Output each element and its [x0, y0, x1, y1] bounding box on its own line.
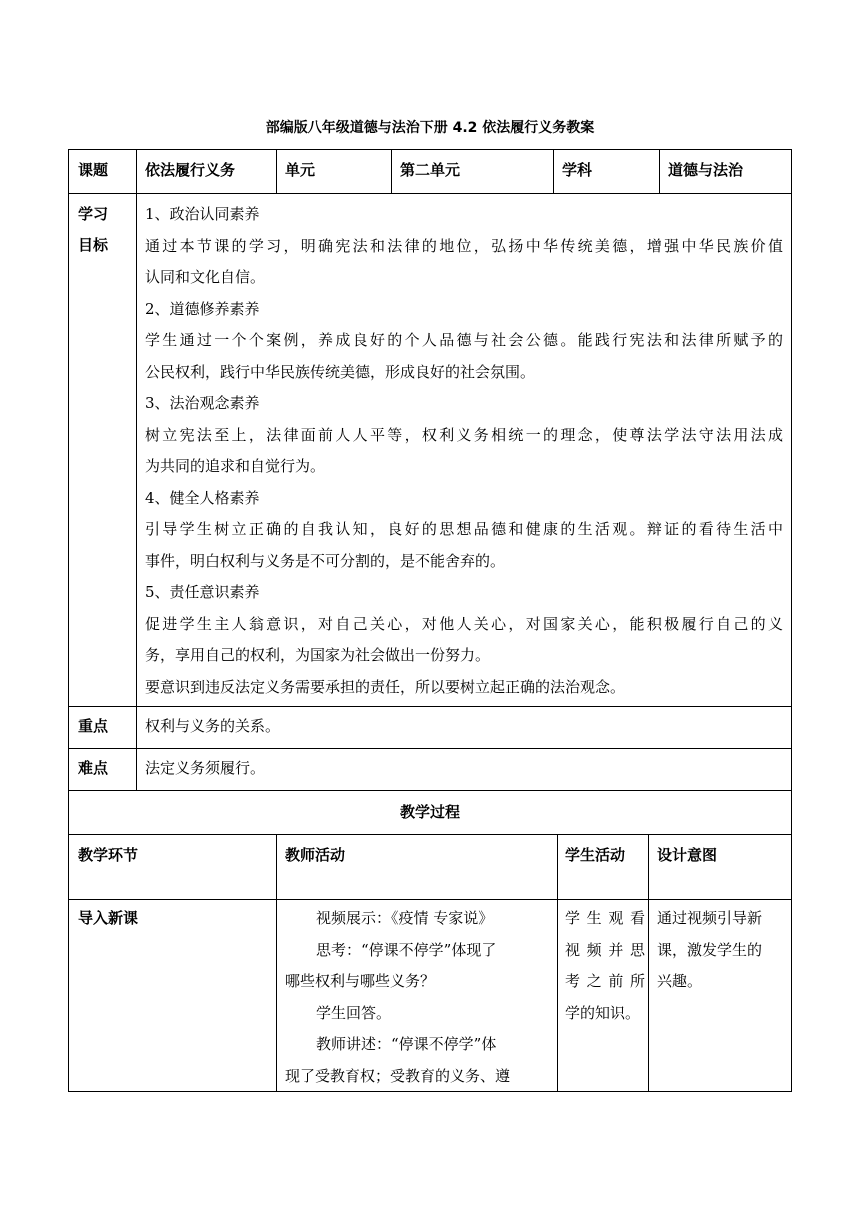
- table-rule: [136, 193, 137, 790]
- table-rule: [659, 149, 660, 193]
- design-intent-cell: [657, 903, 787, 998]
- key-point-value: 权利与义务的关系。: [145, 717, 281, 735]
- table-rule: [68, 790, 792, 791]
- topic-label: 课题: [78, 161, 109, 179]
- objectives-label: 目标: [78, 236, 109, 254]
- table-rule: [391, 149, 392, 193]
- objective-line: 为共同的追求和自觉行为。: [145, 457, 326, 475]
- table-rule: [553, 149, 554, 193]
- col-teacher-header: 教师活动: [285, 846, 346, 864]
- objective-line: 促进学生主人翁意识，对自己关心，对他人关心，对国家关心，能积极履行自己的义: [145, 614, 783, 633]
- objective-heading: 1、政治认同素养: [145, 205, 260, 223]
- stage-cell: 导入新课: [78, 909, 139, 927]
- subject-value: 道德与法治: [668, 161, 744, 179]
- design-intent-line: 课，激发学生的: [657, 940, 763, 959]
- table-rule: [648, 834, 649, 1092]
- objective-line: 事件，明白权利与义务是不可分割的，是不能舍弃的。: [145, 551, 506, 570]
- table-rule: [68, 748, 792, 749]
- table-rule: [276, 149, 277, 193]
- objective-heading: 5、责任意识素养: [145, 583, 260, 601]
- teacher-activity-line: 现了受教育权；受教育的义务、遵: [285, 1066, 511, 1085]
- table-rule: [136, 149, 137, 193]
- teacher-activity-line: 哪些权利与哪些义务？: [285, 972, 436, 990]
- objective-line: 通过本节课的学习，明确宪法和法律的地位，弘扬中华传统美德，增强中华民族价值: [145, 236, 783, 255]
- table-rule: [68, 834, 792, 835]
- student-activity-line: 学生观看: [565, 909, 645, 927]
- teacher-activity-line: 视频展示：《疫情 专家说》: [316, 909, 494, 927]
- teacher-activity-cell: [285, 903, 551, 1092]
- objective-line: 引导学生树立正确的自我认知，良好的思想品德和健康的生活观。辩证的看待生活中: [145, 520, 783, 538]
- objective-line: 树立宪法至上，法律面前人人平等，权利义务相统一的理念，使尊法学法守法用法成: [145, 425, 783, 444]
- teacher-activity-line: 学生回答。: [316, 1003, 392, 1022]
- objective-heading: 4、健全人格素养: [145, 488, 260, 507]
- topic-value: 依法履行义务: [145, 161, 236, 179]
- col-student-header: 学生活动: [565, 846, 626, 864]
- difficulty-label: 难点: [78, 759, 109, 777]
- table-rule: [276, 834, 277, 1092]
- col-stage-header: 教学环节: [78, 846, 139, 864]
- student-activity-line: 学的知识。: [565, 1003, 641, 1022]
- design-intent-line: 兴趣。: [657, 972, 703, 990]
- objective-line: 学生通过一个个案例，养成良好的个人品德与社会公德。能践行宪法和法律所赋予的: [145, 331, 783, 349]
- page-title: 部编版八年级道德与法治下册 4.2 依法履行义务教案: [265, 120, 595, 136]
- objective-line: 公民权利，践行中华民族传统美德，形成良好的社会氛围。: [145, 362, 536, 381]
- teacher-activity-line: 教师讲述：“停课不停学”体: [316, 1035, 497, 1053]
- design-intent-line: 通过视频引导新: [657, 909, 763, 927]
- col-design-header: 设计意图: [657, 846, 718, 864]
- key-point-label: 重点: [78, 717, 109, 735]
- process-title: 教学过程: [399, 803, 460, 821]
- objective-line: 要意识到违反法定义务需要承担的责任，所以要树立起正确的法治观念。: [145, 677, 626, 696]
- unit-value: 第二单元: [400, 161, 461, 179]
- objective-heading: 3、法治观念素养: [145, 394, 260, 412]
- teacher-activity-line: 思考：“停课不停学”体现了: [316, 940, 497, 959]
- table-rule: [68, 706, 792, 707]
- objective-line: 务，享用自己的权利，为国家为社会做出一份努力。: [145, 646, 491, 664]
- student-activity-cell: [565, 903, 645, 1029]
- subject-label: 学科: [562, 161, 593, 179]
- objectives-text: [145, 199, 783, 703]
- student-activity-line: 考之前所: [565, 972, 645, 990]
- objective-heading: 2、道德修养素养: [145, 299, 260, 318]
- objective-line: 认同和文化自信。: [145, 268, 266, 286]
- table-rule: [68, 193, 792, 194]
- unit-label: 单元: [285, 161, 316, 179]
- difficulty-value: 法定义务须履行。: [145, 759, 266, 777]
- objectives-label: 学习: [78, 205, 109, 223]
- table-rule: [68, 899, 792, 900]
- student-activity-line: 视频并思: [565, 940, 645, 959]
- table-rule: [557, 834, 558, 1092]
